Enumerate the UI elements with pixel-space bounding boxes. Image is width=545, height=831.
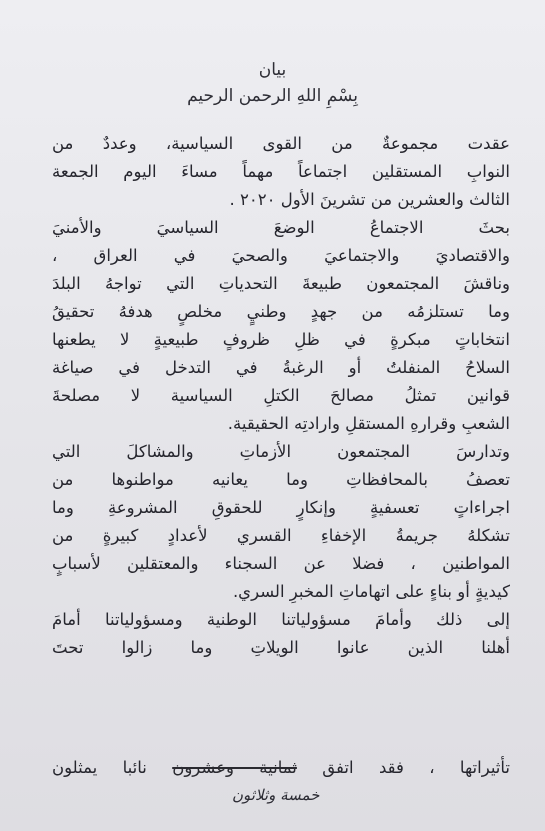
- text-line: الثالث والعشرين من تشرينَ الأول ٢٠٢٠ .: [229, 190, 510, 209]
- text-line: أهلنا الذين عانوا الويلاتِ وما زالوا تحتَ: [52, 638, 510, 657]
- text-line: المواطنين ، فضلا عن السجناء والمعتقلين لأسبابٍ: [52, 554, 510, 573]
- text-line: وما تستلزمُه من جهدٍ وطنيٍ مخلصٍ هدفهُ تحقيقُ: [52, 302, 510, 321]
- text-segment: نائبا يمثلون: [52, 758, 147, 777]
- text-line: الشعبِ وقرارهِ المستقلِ وارادتِه الحقيقية.: [227, 414, 510, 433]
- text-line-final: [52, 754, 510, 782]
- text-line: السلاحُ المنفلتُ أو الرغبةُ في التدخل في صياغة: [52, 358, 510, 377]
- text-line: تشكلهُ جريمةُ الإخفاءِ القسري لأعدادٍ كبيرةٍ من: [52, 526, 510, 545]
- struck-out-text: ثمانية وعشرون: [172, 758, 297, 777]
- document-body: [52, 130, 510, 662]
- text-segment: تأثيراتها ، فقد اتفق: [322, 758, 511, 777]
- handwritten-correction: خمسة وثلاثون: [232, 786, 320, 804]
- text-line: تعصفُ بالمحافظاتِ وما يعانيه مواطنوها من: [52, 470, 510, 489]
- text-line: انتخاباتٍ مبكرةٍ في ظلِ ظروفٍ طبيعيةٍ لا يطعنها: [52, 330, 510, 349]
- text-line: وناقشَ المجتمعون طبيعةَ التحدياتِ التي تواجهُ البلدَ: [52, 274, 510, 293]
- text-line: والاقتصاديَ والاجتماعيَ والصحيَ في العراق ،: [52, 246, 510, 265]
- text-line: كيديةٍ أو بناءٍ على اتهاماتِ المخبرِ السري.: [232, 582, 510, 601]
- basmala-line: بِسْمِ اللهِ الرحمن الرحيم: [187, 86, 358, 106]
- text-line: قوانين تمثلُ مصالحَ الكتلِ السياسية لا مصلحةَ: [52, 386, 510, 405]
- document-title: بيان: [258, 60, 287, 80]
- text-line: عقدت مجموعةٌ من القوى السياسية، وعددٌ من: [52, 134, 510, 153]
- text-line: اجراءاتٍ تعسفيةٍ وإنكارٍ للحقوقِ المشروعةِ وما: [52, 498, 510, 517]
- text-line: وتدارسَ المجتمعون الأزماتِ والمشاكلَ التي: [52, 442, 510, 461]
- text-line: النوابِ المستقلين اجتماعاً مهماً مساءَ اليوم الجمعة: [52, 162, 510, 181]
- text-line: إلى ذلك وأمامَ مسؤولياتنا الوطنية ومسؤولياتنا أمامَ: [52, 610, 510, 629]
- text-line: بحثَ الاجتماعُ الوضعَ السياسيَ والأمنيَ: [52, 218, 510, 237]
